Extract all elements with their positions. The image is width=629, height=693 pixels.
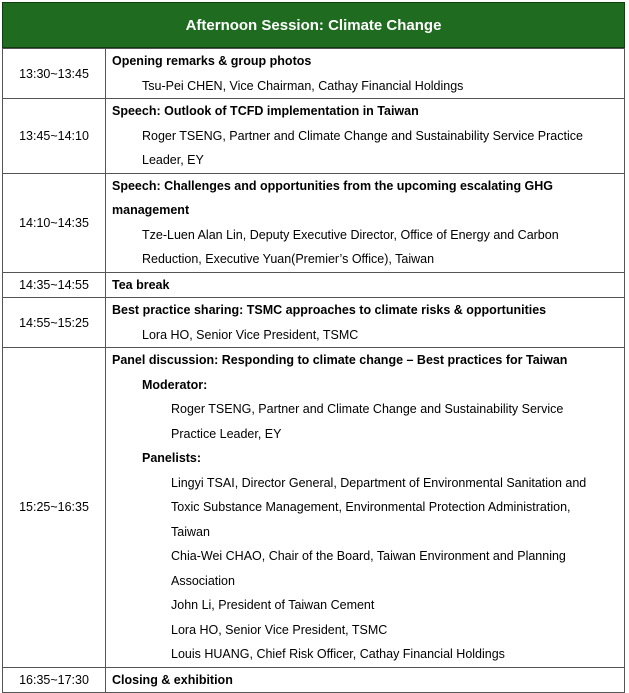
agenda-document — [2, 2, 625, 693]
panelist-line: John Li, President of Taiwan Cement — [171, 598, 375, 612]
session-title: Afternoon Session: Climate Change — [185, 16, 442, 34]
content-cell — [106, 298, 625, 348]
time-cell: 14:55~15:25 — [3, 298, 106, 348]
item-title: Best practice sharing: TSMC approaches to climate risks & opportunities — [112, 303, 547, 317]
time-cell: 13:30~13:45 — [3, 49, 106, 99]
panelist-line: Association — [171, 573, 235, 588]
agenda-row — [3, 667, 625, 693]
item-title: Speech: Challenges and opportunities from the upcoming escalating GHG — [112, 178, 554, 193]
agenda-row — [3, 173, 625, 272]
session-header — [2, 2, 625, 48]
moderator-line: Roger TSENG, Partner and Climate Change and Sustainability Service — [171, 402, 564, 416]
time-cell: 15:25~16:35 — [3, 348, 106, 668]
item-title: Tea break — [112, 277, 170, 292]
speaker-line: Lora HO, Senior Vice President, TSMC — [142, 327, 359, 342]
agenda-table — [2, 48, 625, 693]
speaker-line: Roger TSENG, Partner and Climate Change and Sustainability Service Practice — [142, 128, 583, 143]
time-cell: 14:10~14:35 — [3, 173, 106, 272]
item-title: management — [112, 203, 190, 217]
panelist-line: Taiwan — [171, 524, 210, 539]
speaker-line: Reduction, Executive Yuan(Premier’s Office), Taiwan — [142, 252, 435, 266]
content-cell — [106, 667, 625, 693]
panelist-line: Louis HUANG, Chief Risk Officer, Cathay Financial Holdings — [171, 647, 505, 661]
item-title: Speech: Outlook of TCFD implementation in Taiwan — [112, 104, 419, 118]
time-cell: 14:35~14:55 — [3, 272, 106, 298]
agenda-row — [3, 298, 625, 348]
panelist-line: Lora HO, Senior Vice President, TSMC — [171, 622, 388, 637]
content-cell — [106, 272, 625, 298]
content-cell — [106, 99, 625, 174]
item-title: Closing & exhibition — [112, 672, 233, 687]
agenda-row — [3, 49, 625, 99]
speaker-line: Tze-Luen Alan Lin, Deputy Executive Director, Office of Energy and Carbon — [142, 227, 559, 242]
panelist-line: Toxic Substance Management, Environmental Protection Administration, — [171, 500, 571, 514]
speaker-line: Leader, EY — [142, 153, 204, 167]
item-title: Panel discussion: Responding to climate change – Best practices for Taiwan — [112, 353, 568, 367]
agenda-row — [3, 272, 625, 298]
panelist-line: Chia-Wei CHAO, Chair of the Board, Taiwan Environment and Planning — [171, 549, 566, 563]
time-cell: 16:35~17:30 — [3, 667, 106, 693]
speaker-line: Tsu-Pei CHEN, Vice Chairman, Cathay Financial Holdings — [142, 78, 464, 93]
content-cell — [106, 173, 625, 272]
content-cell — [106, 348, 625, 668]
panelist-line: Lingyi TSAI, Director General, Department of Environmental Sanitation and — [171, 475, 587, 490]
agenda-row — [3, 99, 625, 174]
item-title: Opening remarks & group photos — [112, 54, 312, 68]
content-cell — [106, 49, 625, 99]
moderator-label: Moderator: — [142, 377, 208, 392]
time-cell: 13:45~14:10 — [3, 99, 106, 174]
agenda-row — [3, 348, 625, 668]
panelists-label: Panelists: — [142, 451, 202, 465]
moderator-line: Practice Leader, EY — [171, 426, 282, 441]
